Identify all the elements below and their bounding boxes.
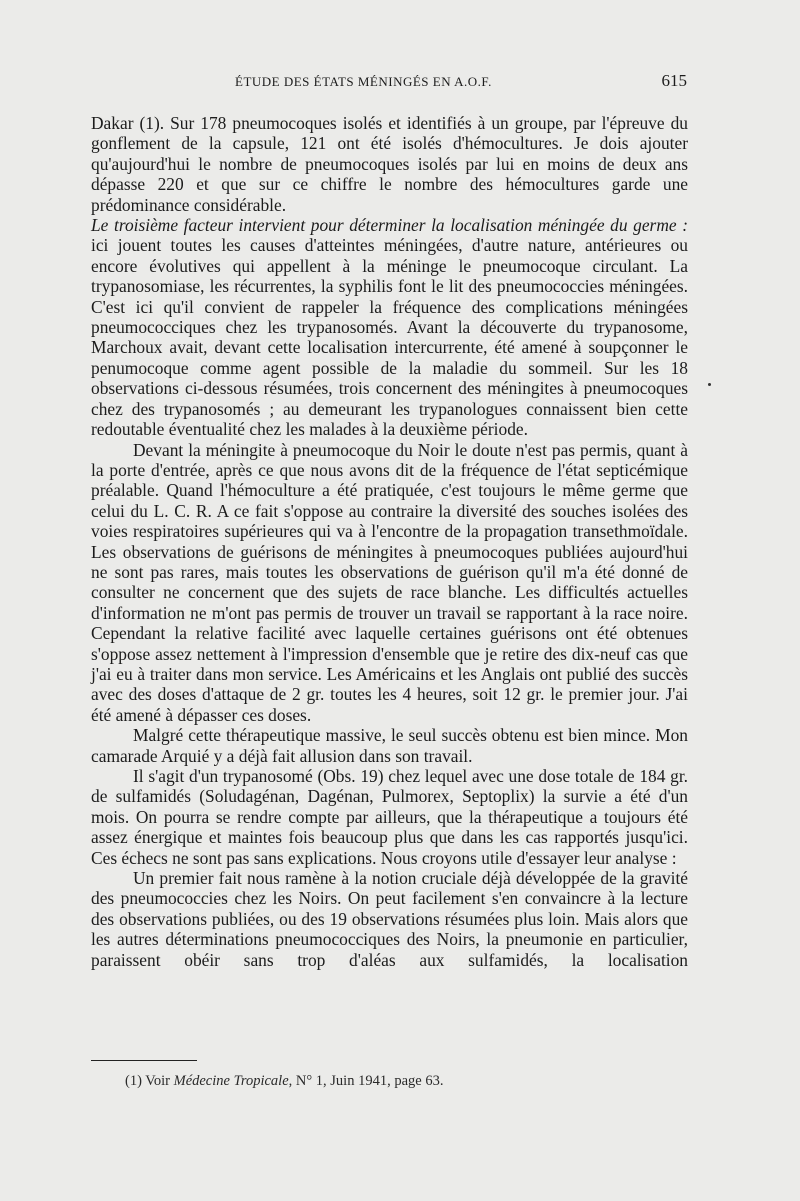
footnote: (1) Voir Médecine Tropicale, N° 1, Juin 1941, page 63. — [125, 1073, 444, 1089]
paragraph: Un premier fait nous ramène à la notion cruciale déjà développée de la gravité des pneumococcies chez les Noirs. On peut facilement s'en convaincre à la lecture des observations publiées, ou des 19 observations résumées plus loin. Mais alors que les autres déterminations pneumococciques des Noirs, la pneumonie en particulier, paraissent obéir sans trop d'aléas aux sulfamidés, la localisation — [91, 868, 688, 970]
page-number: 615 — [661, 71, 687, 90]
journal-name: Médecine Tropicale — [173, 1073, 289, 1089]
paragraph: Le troisième facteur intervient pour déterminer la localisation méningée du germe : ici jouent toutes les causes d'atteintes méningées, d'autre nature, antérieures ou encore évolutives qui appellent à la méninge le pneumocoque circulant. La trypanosomiase, les récurrentes, la syphilis font le lit des pneumococcies méningées. C'est ici qu'il convient de rappeler la fréquence des complications méningées pneumococciques chez les trypanosomés. Avant la découverte du trypanosome, Marchoux avait, devant cette localisation intercurrente, été amené à soupçonner le penumocoque comme agent possible de la maladie du sommeil. Sur les 18 observations ci-dessous résumées, trois concernent des méningites à pneumocoques chez des trypanosomés ; au demeurant les trypanologues connaissent bien cette redoutable éventualité chez les malades à la deuxième période. — [91, 215, 688, 440]
paragraph: Dakar (1). Sur 178 pneumocoques isolés et identifiés à un groupe, par l'épreuve du gonflement de la capsule, 121 ont été isolés d'hémocultures. Je dois ajouter qu'aujourd'hui le nombre de pneumocoques isolés par lui en moins de deux ans dépasse 220 et que sur ce chiffre le nombre des hémocultures garde une prédominance considérable. — [91, 113, 688, 215]
italic-phrase: Le troisième facteur intervient pour déterminer la localisation méningée du germe : — [91, 215, 688, 236]
paragraph: Devant la méningite à pneumocoque du Noir le doute n'est pas permis, quant à la porte d'entrée, après ce que nous avons dit de la fréquence de l'état septicémique préalable. Quand l'hémoculture a été pratiquée, c'est toujours le même germe que celui du L. C. R. A ce fait s'oppose au contraire la diversité des souches isolées des voies respiratoires supérieures qui va à l'encontre de la propagation transethmoïdale. Les observations de guérisons de méningites à pneumocoques publiées aujourd'hui ne sont pas rares, mais toutes les observations de guérison qu'il m'a été donné de consulter ne concernent que des sujets de race blanche. Les difficultés actuelles d'information ne m'ont pas permis de trouver un travail se rapportant à la race noire. Cependant la relative facilité avec laquelle certaines guérisons ont été obtenues s'oppose assez nettement à l'impression d'ensemble que je retire des dix-neuf cas que j'ai eu à traiter dans mon service. Les Américains et les Anglais ont publié des succès avec des doses d'attaque de 2 gr. toutes les 4 heures, soit 12 gr. le premier jour. J'ai été amené à dépasser ces doses. — [91, 439, 688, 725]
body-text — [91, 113, 688, 970]
paragraph: Malgré cette thérapeutique massive, le seul succès obtenu est bien mince. Mon camarade Arquié y a déjà fait allusion dans son travail. — [91, 725, 688, 766]
margin-speck — [708, 383, 711, 386]
running-title: ÉTUDE DES ÉTATS MÉNINGÉS EN A.O.F. — [235, 74, 492, 89]
paragraph: Il s'agit d'un trypanosomé (Obs. 19) chez lequel avec une dose totale de 184 gr. de sulfamidés (Soludagénan, Dagénan, Pulmorex, Septoplix) la survie a été d'un mois. On pourra se rendre compte par ailleurs, que la thérapeutique a toujours été assez énergique et maintes fois beaucoup plus que dans les cas rapportés jusqu'ici. Ces échecs ne sont pas sans explications. Nous croyons utile d'essayer leur analyse : — [91, 766, 688, 868]
footnote-rule — [91, 1060, 197, 1061]
